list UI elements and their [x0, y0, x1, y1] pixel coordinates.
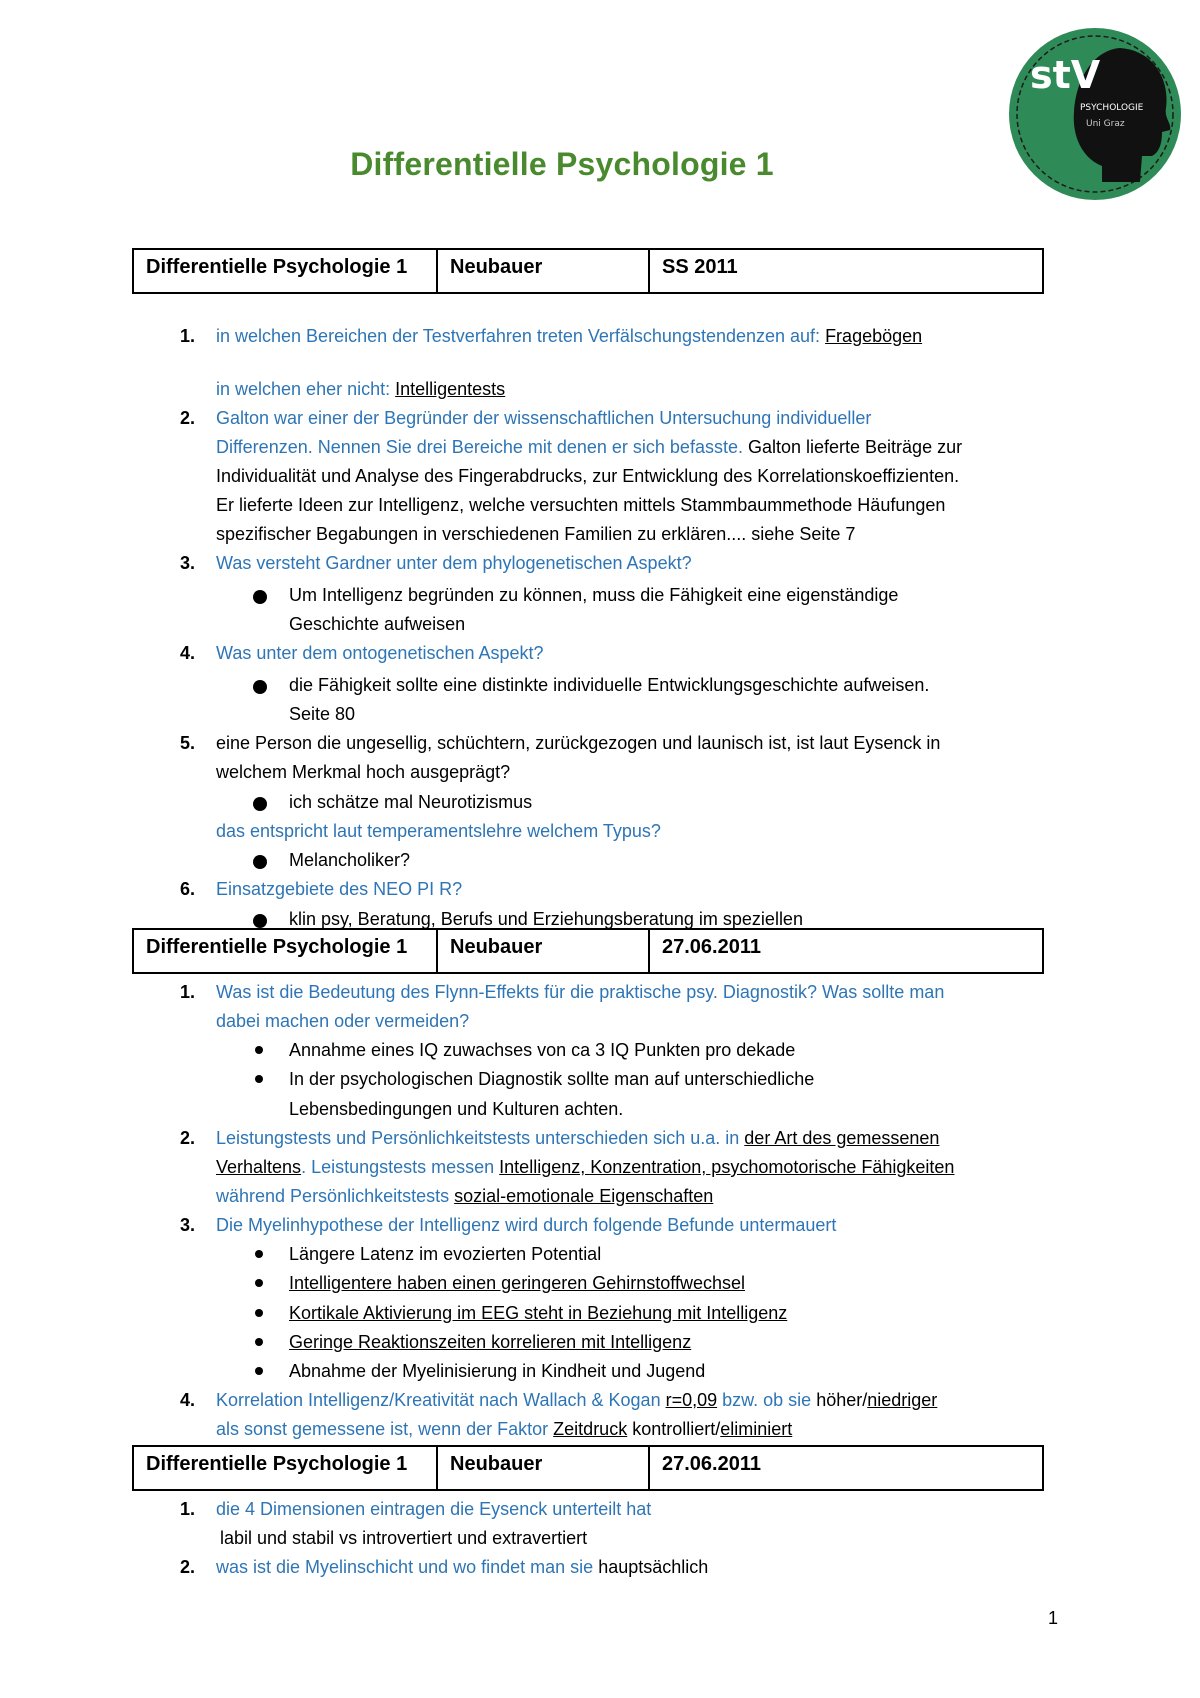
header-lecturer: Neubauer [438, 1447, 650, 1489]
answer-text: Geringe Reaktionszeiten korrelieren mit Intelligenz [289, 1332, 692, 1352]
question-number: 5. [180, 733, 196, 753]
question-number: 4. [180, 643, 196, 663]
header-lecturer: Neubauer [438, 930, 650, 972]
question-text: das entspricht laut temperamentslehre welchem Typus? [216, 821, 661, 841]
answer-text: Abnahme der Myelinisierung in Kindheit und Jugend [289, 1361, 706, 1381]
course-header-table [132, 248, 1044, 294]
answer-text: Melancholiker? [289, 850, 411, 870]
question-number: 1. [180, 982, 196, 1002]
answer-text: ich schätze mal Neurotizismus [289, 792, 533, 812]
question-text: welchem Merkmal hoch ausgeprägt? [216, 762, 511, 782]
question-text: Leistungstests und Persönlichkeitstests unterschieden sich u.a. in der Art des gemessenen [216, 1128, 940, 1148]
header-date: 27.06.2011 [662, 1453, 761, 1475]
question-text: Was unter dem ontogenetischen Aspekt? [216, 643, 544, 663]
question-text: als sonst gemessene ist, wenn der Faktor Zeitdruck kontrolliert/eliminiert [216, 1419, 793, 1439]
answer-text: Längere Latenz im evozierten Potential [289, 1244, 602, 1264]
svg-text:PSYCHOLOGIE: PSYCHOLOGIE [1080, 103, 1144, 113]
bullet-icon [255, 1367, 263, 1375]
answer-text: In der psychologischen Diagnostik sollte man auf unterschiedliche [289, 1069, 815, 1089]
header-date: SS 2011 [662, 256, 738, 278]
answer-text: klin psy, Beratung, Berufs und Erziehungsberatung im speziellen [289, 909, 803, 929]
answer-text: Seite 80 [289, 704, 356, 724]
header-course: Differentielle Psychologie 1 [134, 930, 438, 972]
question-text: die 4 Dimensionen eintragen die Eysenck unterteilt hat [216, 1499, 652, 1519]
question-number: 1. [180, 326, 196, 346]
bullet-icon [255, 1075, 263, 1083]
bullet-icon [255, 1338, 263, 1346]
course-header-table [132, 1445, 1044, 1491]
answer-text: Um Intelligenz begründen zu können, muss die Fähigkeit eine eigenständige [289, 585, 899, 605]
bullet-icon [253, 590, 267, 604]
question-text: Einsatzgebiete des NEO PI R? [216, 879, 463, 899]
svg-text:Uni Graz: Uni Graz [1086, 119, 1125, 129]
question-text: Die Myelinhypothese der Intelligenz wird durch folgende Befunde untermauert [216, 1215, 837, 1235]
question-text: Differenzen. Nennen Sie drei Bereiche mit denen er sich befasste. Galton lieferte Beiträge zur [216, 437, 963, 457]
header-course: Differentielle Psychologie 1 [134, 1447, 438, 1489]
question-number: 6. [180, 879, 196, 899]
question-number: 2. [180, 1557, 196, 1577]
bullet-icon [255, 1279, 263, 1287]
question-text: Verhaltens. Leistungstests messen Intelligenz, Konzentration, psychomotorische Fähigkeiten [216, 1157, 955, 1177]
question-number: 3. [180, 553, 196, 573]
bullet-icon [255, 1250, 263, 1258]
question-number: 3. [180, 1215, 196, 1235]
question-text: Galton war einer der Begründer der wissenschaftlichen Untersuchung individueller [216, 408, 872, 428]
question-text: Korrelation Intelligenz/Kreativität nach Wallach & Kogan r=0,09 bzw. ob sie höher/niedriger [216, 1390, 938, 1410]
answer-text: Er lieferte Ideen zur Intelligenz, welche versuchten mittels Stammbaummethode Häufungen [216, 495, 946, 515]
answer-text: labil und stabil vs introvertiert und extravertiert [220, 1528, 588, 1548]
question-text: eine Person die ungesellig, schüchtern, zurückgezogen und launisch ist, ist laut Eysenck in [216, 733, 941, 753]
svg-text:stV: stV [1030, 53, 1101, 97]
question-number: 1. [180, 1499, 196, 1519]
page-title: Differentielle Psychologie 1 [350, 146, 774, 182]
header-lecturer: Neubauer [438, 250, 650, 292]
page-number: 1 [1048, 1608, 1059, 1628]
answer-text: Lebensbedingungen und Kulturen achten. [289, 1099, 624, 1119]
answer-text: Annahme eines IQ zuwachses von ca 3 IQ Punkten pro dekade [289, 1040, 796, 1060]
answer-text: Individualität und Analyse des Fingerabdrucks, zur Entwicklung des Korrelationskoeffizienten. [216, 466, 960, 486]
question-text: dabei machen oder vermeiden? [216, 1011, 470, 1031]
question-number: 4. [180, 1390, 196, 1410]
answer-text: Kortikale Aktivierung im EEG steht in Beziehung mit Intelligenz [289, 1303, 788, 1323]
question-text: in welchen Bereichen der Testverfahren treten Verfälschungstendenzen auf: Fragebögen [216, 326, 923, 346]
course-header-table [132, 928, 1044, 974]
question-text: Was ist die Bedeutung des Flynn-Effekts für die praktische psy. Diagnostik? Was sollte man [216, 982, 945, 1002]
bullet-icon [253, 797, 267, 811]
header-course: Differentielle Psychologie 1 [134, 250, 438, 292]
bullet-icon [253, 914, 267, 928]
bullet-icon [253, 680, 267, 694]
header-date: 27.06.2011 [662, 936, 761, 958]
question-text: in welchen eher nicht: Intelligentests [216, 379, 506, 399]
question-text: was ist die Myelinschicht und wo findet man sie hauptsächlich [216, 1557, 709, 1577]
answer-text: Intelligentere haben einen geringeren Gehirnstoffwechsel [289, 1273, 745, 1293]
answer-text: spezifischer Begabungen in verschiedenen Familien zu erklären.... siehe Seite 7 [216, 524, 856, 544]
question-number: 2. [180, 408, 196, 428]
bullet-icon [255, 1046, 263, 1054]
question-text: während Persönlichkeitstests sozial-emotionale Eigenschaften [216, 1186, 714, 1206]
answer-text: die Fähigkeit sollte eine distinkte individuelle Entwicklungsgeschichte aufweisen. [289, 675, 930, 695]
question-text: Was versteht Gardner unter dem phylogenetischen Aspekt? [216, 553, 692, 573]
answer-text: Geschichte aufweisen [289, 614, 466, 634]
bullet-icon [253, 855, 267, 869]
bullet-icon [255, 1309, 263, 1317]
question-number: 2. [180, 1128, 196, 1148]
